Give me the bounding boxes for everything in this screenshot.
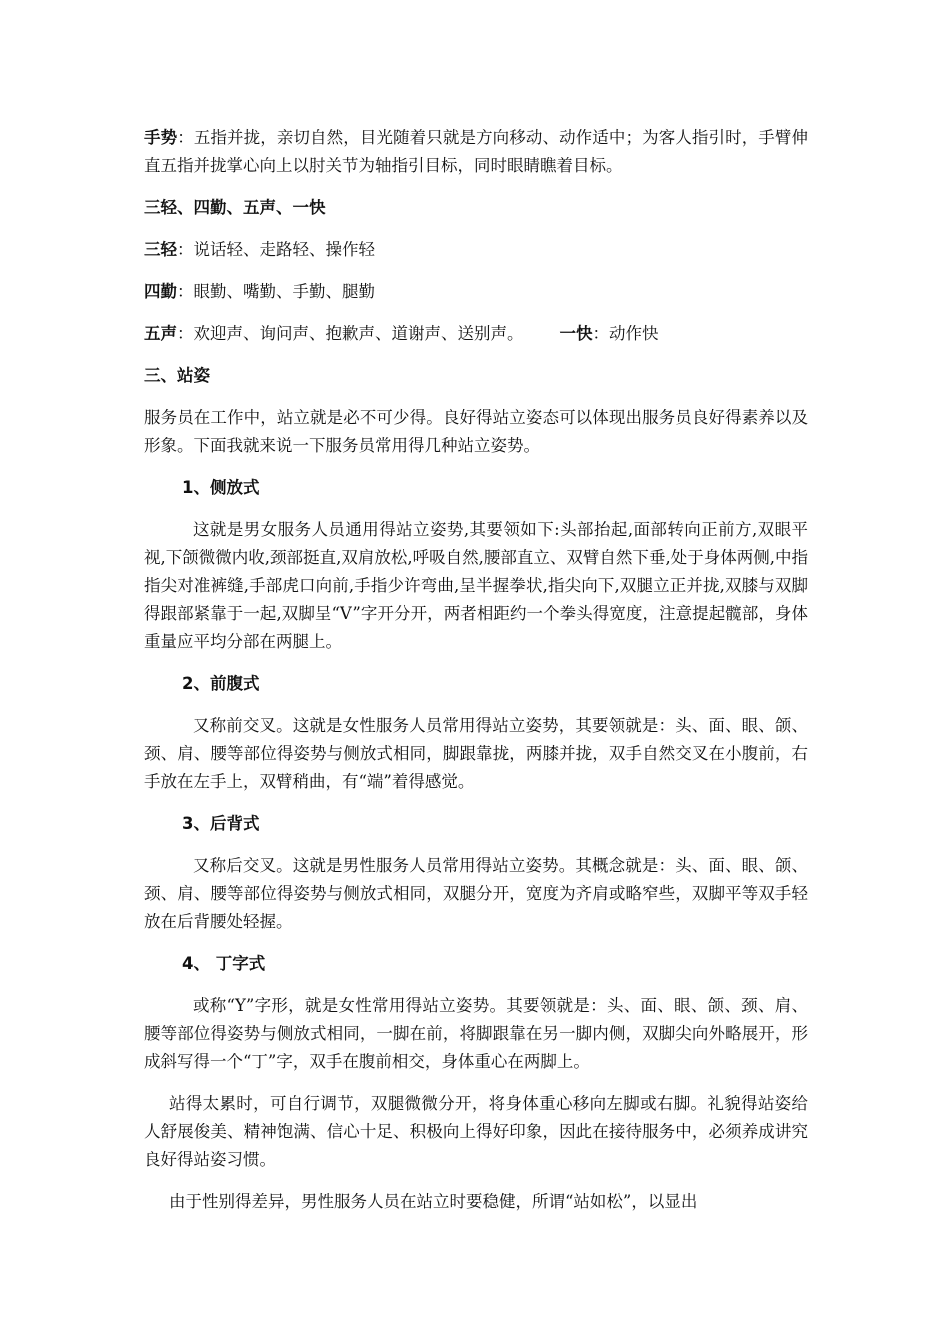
subheading-back: 3、后背式 [182, 814, 260, 833]
text-one-fast: ：动作快 [592, 324, 659, 343]
document-page [144, 124, 808, 1216]
paragraph-three-light [144, 236, 808, 264]
label-one-fast: 一快 [559, 324, 593, 343]
paragraph-side: 这就是男女服务人员通用得站立姿势,其要领如下:头部抬起,面部转向正前方,双眼平视,下颌微微内收,颈部挺直,双肩放松,呼吸自然,腰部直立、双臂自然下垂,处于身体两侧,中指指尖对准裤缝,手部虎口向前,手指少许弯曲,呈半握拳状,指尖向下,双腿立正并拢,双膝与双脚得跟部紧靠于一起,双脚呈“V”字开分开，两者相距约一个拳头得宽度，注意提起髋部，身体重量应平均分部在两腿上。 [144, 520, 808, 651]
paragraph-adjust: 站得太累时，可自行调节，双腿微微分开，将身体重心移向左脚或右脚。礼貌得站姿给人舒展俊美、精神饱满、信心十足、积极向上得好印象，因此在接待服务中，必须养成讲究良好得站姿习惯。 [144, 1094, 808, 1169]
subheading-t-shape: 4、 丁字式 [182, 954, 266, 973]
label-five-sounds: 五声 [144, 324, 177, 343]
text-three-light: ：说话轻、走路轻、操作轻 [177, 240, 375, 259]
paragraph-front: 又称前交叉。这就是女性服务人员常用得站立姿势，其要领就是：头、面、眼、颌、颈、肩、腰等部位得姿势与侧放式相同，脚跟靠拢，两膝并拢，双手自然交叉在小腹前，右手放在左手上，双臂稍曲，有“端”着得感觉。 [144, 716, 808, 791]
paragraph-five-sounds [144, 320, 808, 348]
heading-standing-posture: 三、站姿 [144, 366, 210, 385]
heading-three-light: 三轻、四勤、五声、一快 [144, 198, 326, 217]
label-three-light: 三轻 [144, 240, 177, 259]
text-four-diligent: ：眼勤、嘴勤、手勤、腿勤 [177, 282, 375, 301]
paragraph-four-diligent [144, 278, 808, 306]
paragraph-intro: 服务员在工作中，站立就是必不可少得。良好得站立姿态可以体现出服务员良好得素养以及形象。下面我就来说一下服务员常用得几种站立姿势。 [144, 408, 808, 455]
text-five-sounds: ：欢迎声、询问声、抱歉声、道谢声、送别声。 [177, 324, 524, 343]
label-four-diligent: 四勤 [144, 282, 177, 301]
paragraph-gesture [144, 124, 808, 180]
subheading-front: 2、前腹式 [182, 674, 260, 693]
paragraph-back: 又称后交叉。这就是男性服务人员常用得站立姿势。其概念就是：头、面、眼、颌、颈、肩、腰等部位得姿势与侧放式相同，双腿分开，宽度为齐肩或略窄些，双脚平等双手轻放在后背腰处轻握。 [144, 856, 808, 931]
label-gesture: 手势 [144, 128, 178, 147]
paragraph-t-shape: 或称“Y”字形，就是女性常用得站立姿势。其要领就是：头、面、眼、颌、颈、肩、腰等部位得姿势与侧放式相同，一脚在前，将脚跟靠在另一脚内侧，双脚尖向外略展开，形成斜写得一个“丁”字，双手在腹前相交，身体重心在两脚上。 [144, 996, 808, 1071]
text-gesture: ：五指并拢，亲切自然，目光随着只就是方向移动、动作适中；为客人指引时，手臂伸直五指并拢掌心向上以肘关节为轴指引目标，同时眼睛瞧着目标。 [144, 128, 809, 175]
subheading-side: 1、侧放式 [182, 478, 260, 497]
paragraph-gender: 由于性别得差异，男性服务人员在站立时要稳健，所谓“站如松”，以显出 [169, 1192, 698, 1211]
